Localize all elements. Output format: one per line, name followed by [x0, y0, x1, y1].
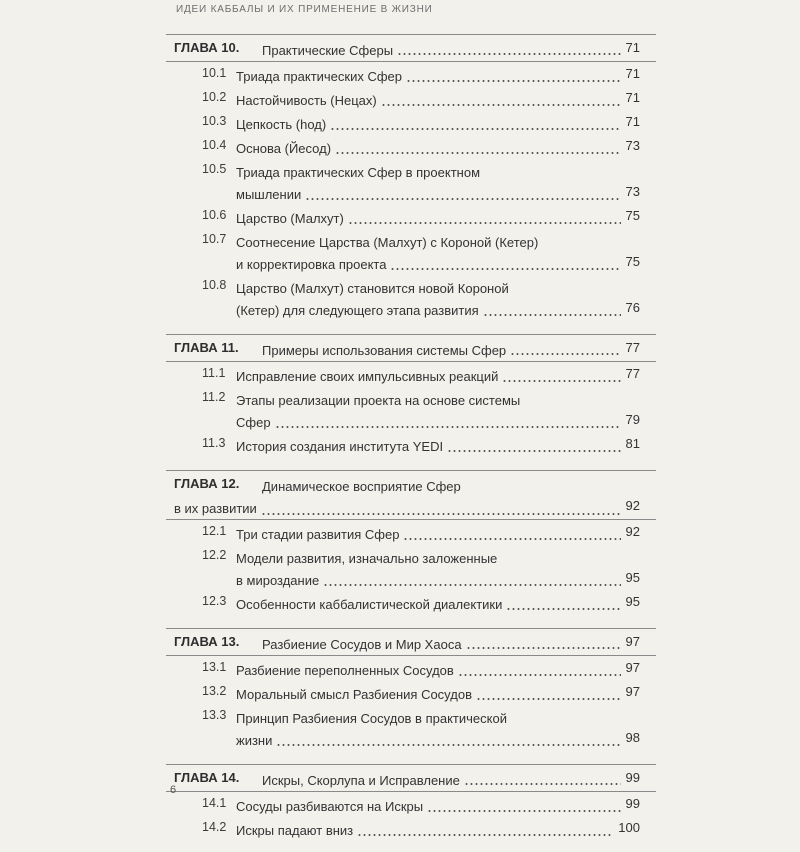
- leader-dots: [390, 268, 620, 270]
- leader-dots: [403, 538, 620, 540]
- section-gap: [166, 844, 656, 852]
- section-title-line1: Триада практических Сфер в проектном: [236, 165, 481, 180]
- section-title: [236, 436, 596, 458]
- chapter-heading: [166, 470, 656, 520]
- chapter-page-number: 77: [625, 340, 640, 355]
- chapter-label: ГЛАВА 14.: [174, 770, 240, 785]
- section-number: 13.2: [202, 684, 227, 698]
- toc-entry: [166, 232, 656, 278]
- chapter-title: Практические Сферы: [262, 43, 394, 58]
- section-title-line1: Модели развития, изначально заложенные: [236, 551, 498, 566]
- section-number: 10.8: [202, 278, 227, 292]
- toc-entry: [166, 436, 656, 460]
- section-number: 12.3: [202, 594, 227, 608]
- section-page-number: 79: [625, 412, 640, 427]
- chapter-page-number: 99: [625, 770, 640, 785]
- leader-dots: [466, 647, 621, 649]
- toc-entry: [166, 66, 656, 90]
- section-number: 10.3: [202, 114, 227, 128]
- leader-dots: [506, 608, 620, 610]
- section-title-line1: Принцип Разбиения Сосудов в практической: [236, 711, 507, 726]
- section-gap: [166, 460, 656, 468]
- section-page-number: 95: [625, 570, 640, 585]
- toc-entry: [166, 684, 656, 708]
- section-title-line2: мышлении: [236, 187, 302, 202]
- section-title-line2: жизни: [236, 733, 273, 748]
- section-page-number: 73: [625, 138, 640, 153]
- chapter-title-line2: в их развитии: [174, 501, 257, 516]
- toc-entry: [166, 594, 656, 618]
- chapter-heading: [166, 628, 656, 656]
- section-title: [236, 114, 596, 136]
- section-title-line1: Сосуды разбиваются на Искры: [236, 799, 424, 814]
- section-gap: [166, 754, 656, 762]
- section-number: 10.5: [202, 162, 227, 176]
- section-number: 14.1: [202, 796, 227, 810]
- chapter-label: ГЛАВА 10.: [174, 40, 240, 55]
- leader-dots: [427, 810, 620, 812]
- toc-entry: [166, 524, 656, 548]
- section-page-number: 77: [625, 366, 640, 381]
- section-number: 13.1: [202, 660, 227, 674]
- chapter-label: ГЛАВА 11.: [174, 340, 239, 355]
- section-title: [236, 208, 596, 230]
- section-title: [236, 366, 596, 388]
- toc-entry: [166, 208, 656, 232]
- leader-dots: [305, 198, 620, 200]
- section-page-number: 100: [618, 820, 640, 835]
- section-title: [236, 796, 596, 818]
- section-title: [236, 820, 596, 842]
- leader-dots: [447, 450, 620, 452]
- section-title: [236, 660, 596, 682]
- toc-entry: [166, 390, 656, 436]
- toc-entry: [166, 162, 656, 208]
- section-title-line2: и корректировка проекта: [236, 257, 387, 272]
- chapter-page-number: 92: [625, 498, 640, 513]
- leader-dots: [458, 674, 621, 676]
- chapter-title: Разбиение Сосудов и Мир Хаоса: [262, 637, 462, 652]
- toc-entry: [166, 708, 656, 754]
- section-number: 11.3: [202, 436, 226, 450]
- section-number: 12.2: [202, 548, 227, 562]
- toc-entry: [166, 660, 656, 684]
- toc-entry: [166, 138, 656, 162]
- section-gap: [166, 618, 656, 626]
- leader-dots: [357, 834, 613, 836]
- section-page-number: 75: [625, 254, 640, 269]
- section-title: [236, 138, 596, 160]
- leader-dots: [502, 380, 620, 382]
- running-head: ИДЕИ КАББАЛЫ И ИХ ПРИМЕНЕНИЕ В ЖИЗНИ: [176, 4, 433, 15]
- section-title-line1: Исправление своих импульсивных реакций: [236, 369, 499, 384]
- section-title: [236, 594, 596, 616]
- chapter-label: ГЛАВА 12.: [174, 476, 240, 491]
- leader-dots: [397, 53, 620, 55]
- section-page-number: 71: [625, 114, 640, 129]
- section-title-line1: Царство (Малхут) становится новой Короной: [236, 281, 509, 296]
- toc-entry: [166, 90, 656, 114]
- section-page-number: 75: [625, 208, 640, 223]
- section-title-line1: Царство (Малхут): [236, 211, 344, 226]
- section-title: [236, 90, 596, 112]
- section-page-number: 71: [625, 90, 640, 105]
- toc-entry: [166, 278, 656, 324]
- section-number: 10.6: [202, 208, 227, 222]
- section-title: [236, 684, 596, 706]
- leader-dots: [476, 698, 621, 700]
- section-title-line1: Настойчивость (Нецах): [236, 93, 377, 108]
- page-folio: 6: [170, 784, 177, 796]
- section-title: [236, 524, 596, 546]
- section-title-line1: Искры падают вниз: [236, 823, 354, 838]
- leader-dots: [348, 222, 621, 224]
- section-title-line1: Основа (Йесод): [236, 141, 332, 156]
- section-page-number: 81: [625, 436, 640, 451]
- section-number: 14.2: [202, 820, 227, 834]
- section-number: 10.2: [202, 90, 227, 104]
- section-number: 12.1: [202, 524, 227, 538]
- chapter-page-number: 71: [625, 40, 640, 55]
- section-title-line1: Три стадии развития Сфер: [236, 527, 400, 542]
- section-title-line2: (Кетер) для следующего этапа развития: [236, 303, 479, 318]
- leader-dots: [483, 314, 621, 316]
- section-page-number: 97: [625, 684, 640, 699]
- section-page-number: 92: [625, 524, 640, 539]
- leader-dots: [276, 744, 620, 746]
- leader-dots: [275, 426, 621, 428]
- section-title-line1: Цепкость (hод): [236, 117, 327, 132]
- chapter-heading: [166, 334, 656, 362]
- chapter-title: Примеры использования системы Сфер: [262, 343, 507, 358]
- leader-dots: [464, 783, 621, 785]
- chapter-heading: [166, 34, 656, 62]
- section-number: 11.2: [202, 390, 226, 404]
- section-gap: [166, 324, 656, 332]
- section-title-line1: История создания института YEDI: [236, 439, 444, 454]
- section-page-number: 97: [625, 660, 640, 675]
- section-title-line2: в мироздание: [236, 573, 320, 588]
- leader-dots: [510, 353, 620, 355]
- section-title-line1: Этапы реализации проекта на основе системы: [236, 393, 521, 408]
- toc-entry: [166, 820, 656, 844]
- toc-entry: [166, 366, 656, 390]
- toc-entry: [166, 114, 656, 138]
- section-title-line1: Триада практических Сфер: [236, 69, 403, 84]
- chapter-page-number: 97: [625, 634, 640, 649]
- chapter-heading: [166, 764, 656, 792]
- leader-dots: [335, 152, 621, 154]
- section-page-number: 98: [625, 730, 640, 745]
- section-title-line2: Сфер: [236, 415, 271, 430]
- section-title-line1: Соотнесение Царства (Малхут) с Короной (Кетер): [236, 235, 539, 250]
- table-of-contents: [166, 32, 656, 852]
- section-title: [236, 66, 596, 88]
- section-page-number: 71: [625, 66, 640, 81]
- chapter-title-line1: Динамическое восприятие Сфер: [262, 479, 461, 494]
- section-title-line1: Разбиение переполненных Сосудов: [236, 663, 454, 678]
- section-page-number: 99: [625, 796, 640, 811]
- toc-entry: [166, 548, 656, 594]
- section-title-line1: Моральный смысл Разбиения Сосудов: [236, 687, 472, 702]
- section-number: 10.7: [202, 232, 227, 246]
- section-title-line1: Особенности каббалистической диалектики: [236, 597, 503, 612]
- leader-dots: [323, 584, 620, 586]
- section-number: 10.4: [202, 138, 227, 152]
- leader-dots: [406, 80, 621, 82]
- leader-dots: [330, 128, 620, 130]
- leader-dots: [261, 513, 621, 515]
- section-number: 10.1: [202, 66, 227, 80]
- section-number: 13.3: [202, 708, 227, 722]
- section-page-number: 76: [625, 300, 640, 315]
- section-page-number: 73: [625, 184, 640, 199]
- section-number: 11.1: [202, 366, 226, 380]
- leader-dots: [381, 104, 621, 106]
- chapter-label: ГЛАВА 13.: [174, 634, 240, 649]
- chapter-title: Искры, Скорлупа и Исправление: [262, 773, 460, 788]
- section-page-number: 95: [625, 594, 640, 609]
